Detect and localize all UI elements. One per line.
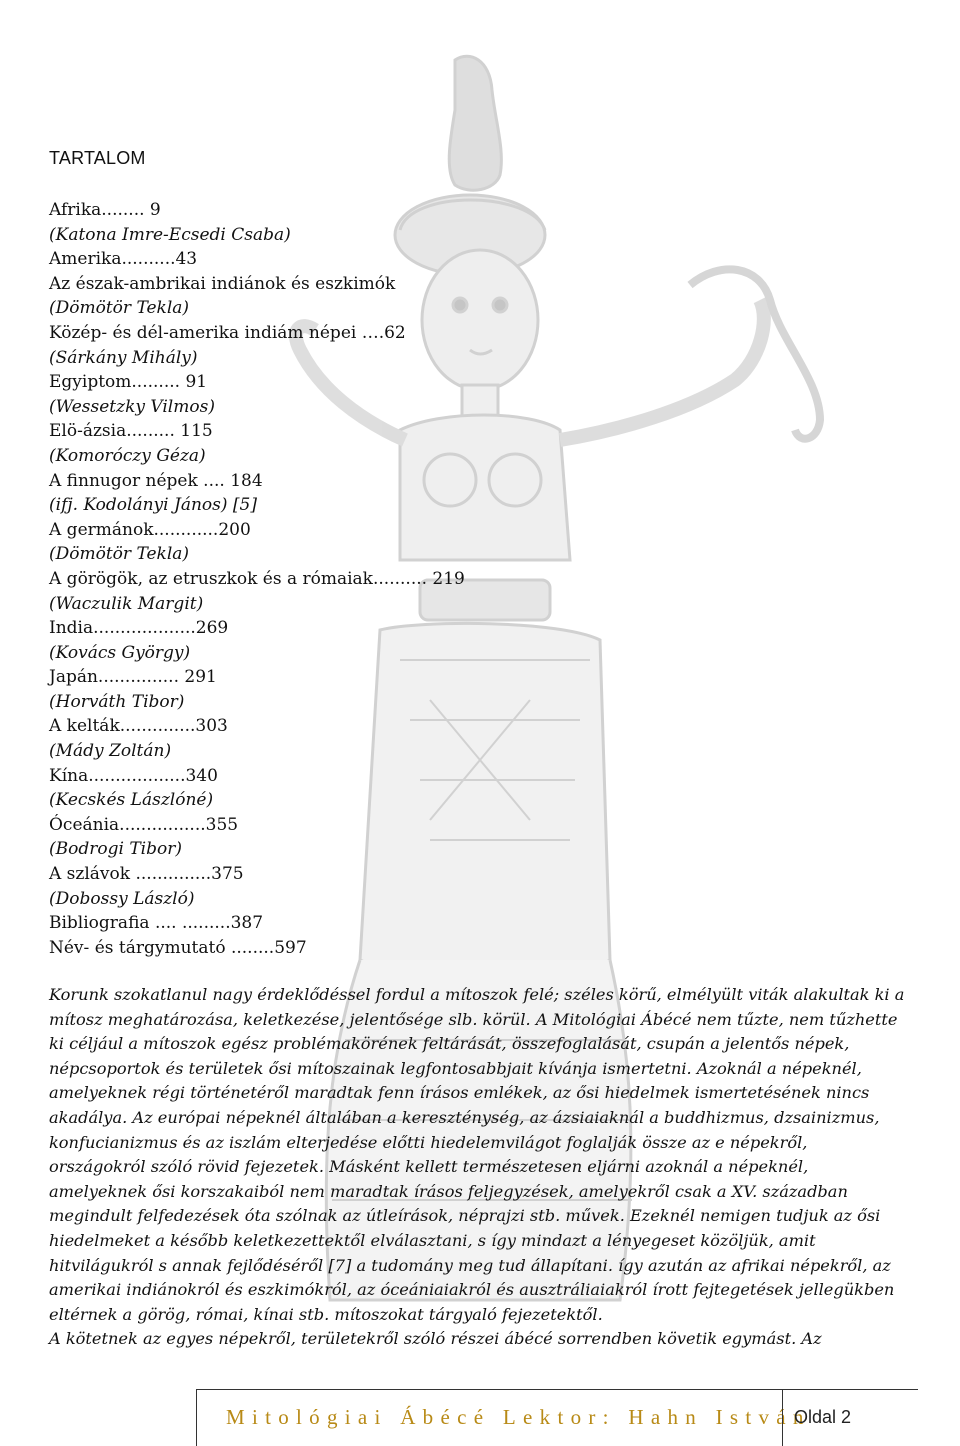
page-footer <box>0 1389 960 1446</box>
toc-author: (Dömötör Tekla) <box>49 298 190 319</box>
toc-entry: Közép- és dél-amerika indiám népei ….62 <box>49 322 406 343</box>
toc-author: (ifj. Kodolányi János) [5] <box>49 495 257 516</box>
toc-entry: Elö-ázsia......... 115 <box>49 421 213 442</box>
toc-entry: Az észak-ambrikai indiánok és eszkimók <box>49 273 396 294</box>
page-number: Oldal 2 <box>794 1407 852 1427</box>
toc-entry: Név- és tárgymutató ........597 <box>49 937 307 958</box>
toc-author: (Kecskés Lászlóné) <box>49 790 214 811</box>
footer-title: Mitológiai Ábécé Lektor: Hahn István <box>226 1405 811 1429</box>
toc-author: (Wessetzky Vilmos) <box>49 396 215 417</box>
toc-author: (Waczulik Margit) <box>49 593 204 614</box>
toc-author: (Dobossy László) <box>49 888 195 909</box>
toc-author: (Mády Zoltán) <box>49 741 172 762</box>
toc-entry: Afrika........ 9 <box>49 200 161 220</box>
body-paragraph <box>49 983 909 1352</box>
toc-entry: Egyiptom......... 91 <box>49 372 208 393</box>
toc-author: (Katona Imre-Ecsedi Csaba) <box>49 224 291 245</box>
toc-entry: A szlávok ..............375 <box>49 864 244 885</box>
toc-entry: A kelták..............303 <box>49 716 228 737</box>
toc-entry: A finnugor népek .... 184 <box>49 470 263 491</box>
toc-author: (Dömötör Tekla) <box>49 544 190 565</box>
table-of-contents <box>49 198 649 960</box>
toc-entry: A görögök, az etruszkok és a rómaiak.......... 219 <box>49 568 465 589</box>
toc-author: (Horváth Tibor) <box>49 691 185 712</box>
body-paragraph-text: Korunk szokatlanul nagy érdeklődéssel fordul a mítoszok felé; széles körű, elmélyült viták alakultak ki a mítosz meghatározása, keletkezése, jelentősége slb. körül. A Mitológiai Ábécé nem tűzte, nem tűzhette ki céljául a mítoszok egész problémakörének feltárását, összefoglalását, csupán a jelentős népek, népcsoportok és területek ősi mítoszainak legfontosabbjait kívánja ismertetni. Azoknál a népeknél, amelyeknek régi történetéről maradtak fenn írásos emlékek, az ősi hiedelmek ismertetésének nincs akadálya. Az európai népeknél általában a kereszténység, az ázsiaiaknál a buddhizmus, dzsainizmus, konfucianizmus és az iszlám elterjedése előtti hiedelemvilágot foglalják össze az e népekről, országokról szóló rövid fejezetek. Másként kellett természetesen eljárni azoknál a népeknél, amelyeknek ősi korszakaiból nem maradtak írásos feljegyzések, amelyekről csak a XV. században megindult felfedezések óta szólnak az útleírások, néprajzi stb. művek. Ezeknél nemigen tudjuk az ősi hiedelmeket a később keletkezettektől elválasztani, s így mindazt a lényegeset közöljük, amit hitvilágukról s annak fejlődéséről [7] a tudomány meg tud állapítani. így azután az afrikai népekről, az amerikai indiánokról és eszkimókról, az óceániaiakról és ausztráliaiakról írott fejtegetések jellegükben eltérnek a görög, római, kínai stb. mítoszokat tárgyaló fejezetektől. <box>49 985 905 1324</box>
toc-author: (Kovács György) <box>49 642 191 663</box>
toc-entry: A germánok............200 <box>49 519 251 540</box>
toc-entry: Japán............... 291 <box>49 667 217 688</box>
footer-divider <box>782 1389 783 1446</box>
toc-entry: Óceánia................355 <box>49 814 239 835</box>
toc-author: (Sárkány Mihály) <box>49 347 198 368</box>
body-paragraph-continued: A kötetnek az egyes népekről, területekről szóló részei ábécé sorrendben követik egymást. Az <box>49 1329 822 1349</box>
toc-entry: Kína..................340 <box>49 765 218 786</box>
toc-entry: India...................269 <box>49 618 229 639</box>
page-title: TARTALOM <box>49 148 146 168</box>
toc-author: (Bodrogi Tibor) <box>49 839 182 860</box>
toc-entry: Amerika..........43 <box>49 249 198 270</box>
toc-entry: Bibliografia .... .........387 <box>49 913 264 934</box>
toc-author: (Komoróczy Géza) <box>49 445 206 466</box>
